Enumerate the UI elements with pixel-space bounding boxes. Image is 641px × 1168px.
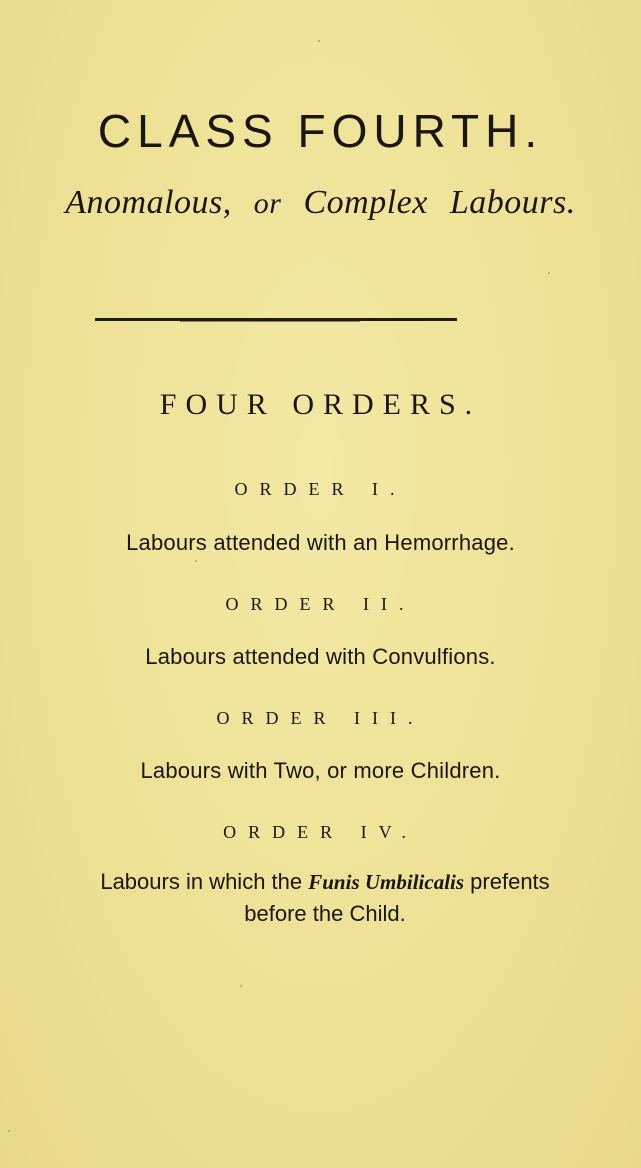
order-4-description-start: Labours in which the <box>100 869 303 894</box>
subtitle <box>0 184 641 222</box>
paper-speck <box>318 40 320 42</box>
class-title: CLASS FOURTH. <box>97 105 544 157</box>
order-1-label: ORDER I. <box>234 479 407 499</box>
order-2-label: ORDER II. <box>225 594 416 614</box>
order-4-description-end: prefents before the Child. <box>244 869 550 926</box>
subtitle-complex: Complex <box>303 184 428 221</box>
paper-speck <box>195 560 197 562</box>
paper-speck <box>548 272 550 274</box>
order-4-description-italic: Funis Umbilicalis <box>308 870 465 894</box>
orders-heading: FOUR ORDERS. <box>159 388 482 421</box>
order-3-description: Labours with Two, or more Children. <box>140 758 501 783</box>
order-3-label: ORDER III. <box>216 708 425 728</box>
order-4-label: ORDER IV. <box>223 822 418 842</box>
rule-ink-shadow <box>180 321 360 322</box>
order-4-description <box>95 866 555 930</box>
paper-speck <box>8 1130 10 1132</box>
order-2-description: Labours attended with Convulfions. <box>145 644 496 669</box>
subtitle-labours: Labours. <box>449 184 576 221</box>
subtitle-or: or <box>253 187 282 220</box>
order-1-description: Labours attended with an Hemorrhage. <box>126 530 515 555</box>
subtitle-anomalous: Anomalous, <box>65 184 232 221</box>
paper-speck <box>240 985 242 987</box>
